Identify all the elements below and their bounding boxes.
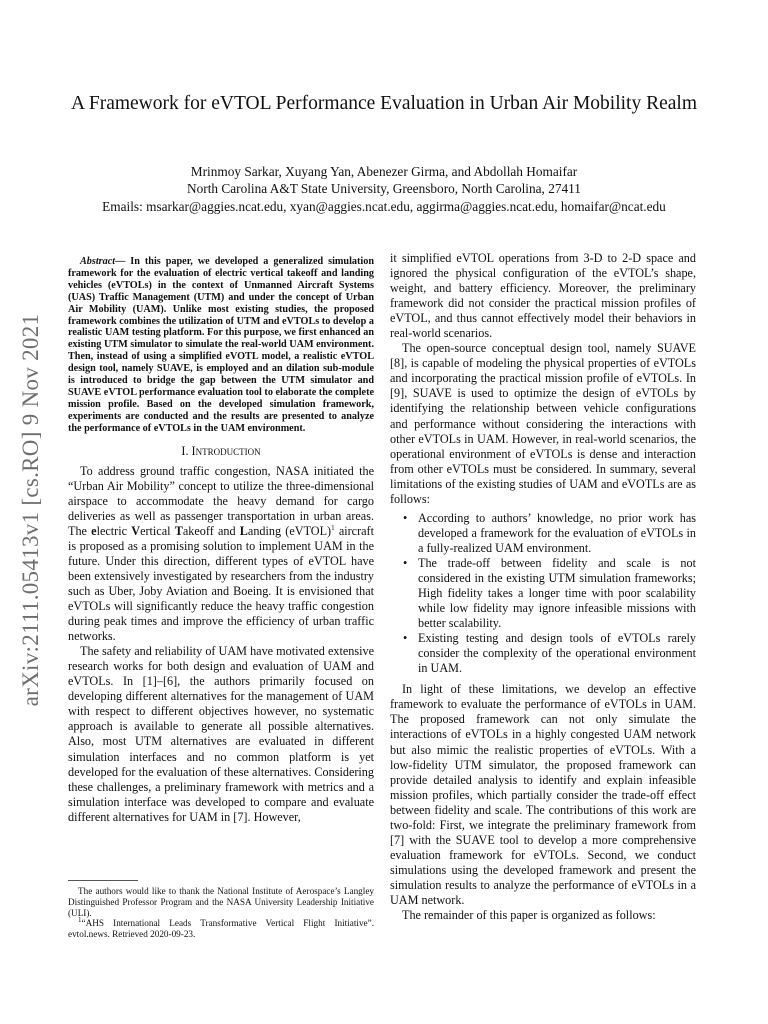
footnote-divider (68, 880, 138, 881)
right-paragraph-4: The remainder of this paper is organized as follows: (402, 908, 656, 923)
author-block (70, 163, 698, 215)
right-paragraph-3: In light of these limitations, we develop an effective framework to evaluate the performance of eVTOLs in UAM. The proposed framework can not only simulate the interactions of eVTOLs in a highly congested UAM network but also mimic the realistic properties of eVTOLs. With a low-fidelity UTM simulator, the proposed framework can provide detailed analysis to identify and explain infeasible mission profiles, which partially consider the trade-off effect between fidelity and scale. The contributions of this work are two-fold: First, we integrate the preliminary framework from [7] with the SUAVE tool to develop a more comprehensive evaluation framework for eVTOLs. Second, we conduct simulations using the developed framework and present the simulation results to analyze the performance of eVTOLs in a UAM network. (390, 682, 696, 907)
list-item: • Existing testing and design tools of eVTOLs rarely consider the complexity of the operational environment in UAM. (418, 631, 696, 676)
paper-title: A Framework for eVTOL Performance Evaluation in Urban Air Mobility Realm (70, 93, 698, 114)
section-heading-introduction: I. Introduction (181, 443, 261, 458)
abstract (68, 256, 374, 435)
author-names: Mrinmoy Sarkar, Xuyang Yan, Abenezer Girma, and Abdollah Homaifar (190, 164, 578, 179)
list-item: • According to authors’ knowledge, no prior work has developed a framework for the evaluation of eVTOLs in a fully-realized UAM environment. (418, 511, 696, 556)
right-paragraph-1: it simplified eVTOL operations from 3-D to 2-D space and ignored the physical configuration of the eVTOL’s shape, weight, and battery efficiency. Moreover, the preliminary framework did not consider the practical mission profiles of eVTOL, and thus cannot effectively model their behaviors in real-world scenarios. (390, 251, 696, 341)
intro-paragraph-1: To address ground traffic congestion, NASA initiated the “Urban Air Mobility” concept to utilize the three-dimensional airspace to accommodate the heavy demand for cargo deliveries as well as passenger transportation in urban areas. The electric Vertical Takeoff and Landing (eVTOL)$^1$ aircraft is proposed as a promising solution to implement UAM in the future. Under this direction, different types of eVTOL have been extensively investigated by researchers from the industry such as Uber, Joby Aviation and Boeing. It is envisioned that eVTOLs will significantly reduce the heavy traffic congestion during peak times and improve the efficiency of urban traffic networks. (68, 463, 374, 644)
right-paragraph-2: The open-source conceptual design tool, namely SUAVE [8], is capable of modeling the physical properties of eVTOLs and incorporating the practical mission profile of eVTOLs. In [9], SUAVE is used to optimize the design of eVTOLs by identifying the relationship between vehicle configurations and performance without considering the interactions with other eVTOLs in UAM. However, in real-world scenarios, the operational environment of eVTOLs is dense and interaction from other eVTOLs must be considered. In summary, several limitations of the existing studies of UAM and eVOTLs are as follows: (390, 341, 696, 506)
list-item: • The trade-off between fidelity and scale is not considered in the existing UTM simulation frameworks; High fidelity takes a longer time with poor scalability while low fidelity may ignore infeasible missions with better scalability. (418, 556, 696, 631)
footnotes (68, 886, 374, 940)
abstract-lead: Abstract (80, 256, 116, 267)
intro-paragraph-2: The safety and reliability of UAM have motivated extensive research works for both design and evaluation of UAM and eVTOLs. In [1]–[6], the authors primarily focused on developing different alternatives for the management of UAM with respect to different objectives however, no systematic approach is available to generate all possible alternatives. Also, most UTM alternatives are evaluated in different simulation interfaces and no common platform is yet developed for the evaluation of these alternatives. Considering these challenges, a preliminary framework with metrics and a simulation interface was developed to compare and evaluate different alternatives for UAM in [7]. However, (68, 644, 374, 824)
limitations-list (390, 511, 696, 677)
footnote-1: $^1$“AHS International Leads Transformative Vertical Flight Initiative”. evtol.news. Retrieved 2020-09-23. (68, 916, 374, 940)
abstract-text: — In this paper, we developed a generalized simulation framework for the evaluation of electric vertical takeoff and landing vehicles (eVTOLs) in the context of Unmanned Aircraft Systems (UAS) Traffic Management (UTM) and under the concept of Urban Air Mobility (UAM). Unlike most existing studies, the proposed framework combines the utilization of UTM and eVTOLs to develop a realistic UAM testing platform. For this purpose, we first enhanced an existing UTM simulator to simulate the real-world UAM environment. Then, instead of using a simplified eVOTL model, a realistic eVTOL design tool, namely SUAVE, is employed and an dilation sub-module is introduced to bridge the gap between the UTM simulator and SUAVE eVTOL performance evaluation tool to elaborate the complete mission profile. Based on the developed simulation framework, experiments are conducted and the results are presented to analyze the performance of eVTOLs in the UAM environment. (68, 256, 374, 434)
right-column (390, 251, 696, 923)
arxiv-identifier (14, 275, 48, 745)
author-affiliation: North Carolina A&T State University, Greensboro, North Carolina, 27411 (187, 181, 581, 197)
left-column (68, 254, 374, 825)
author-emails: Emails: msarkar@aggies.ncat.edu, xyan@aggies.ncat.edu, aggirma@aggies.ncat.edu, homaifar@ncat.edu (102, 198, 666, 214)
footnote-marker: 1 (331, 523, 335, 532)
arxiv-identifier-text: arXiv:2111.05413v1 [cs.RO] 9 Nov 2021 (18, 313, 43, 707)
footnote-acknowledgement: The authors would like to thank the National Institute of Aerospace’s Langley Distinguished Professor Program and the NASA University Leadership Initiative (ULI). (68, 886, 374, 918)
